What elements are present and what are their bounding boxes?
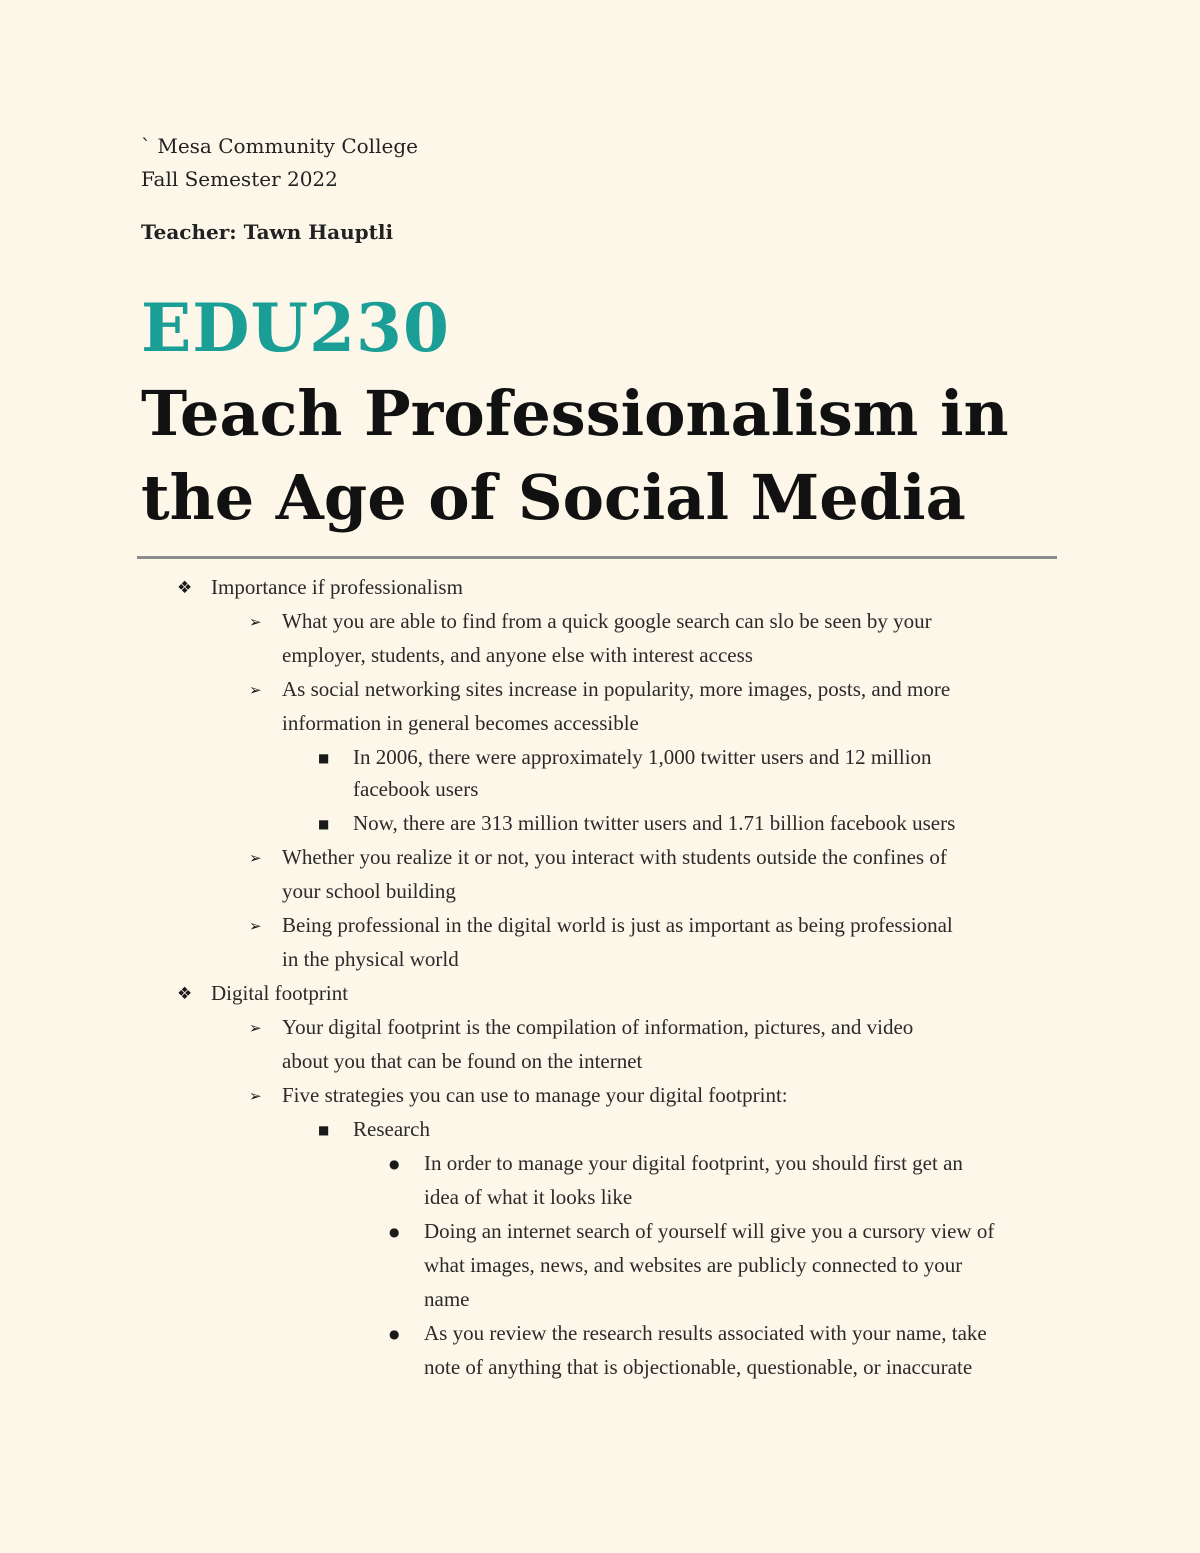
dot-bullet-icon: ●	[389, 1157, 400, 1171]
square-bullet-icon: ■	[318, 751, 330, 765]
list-item-continued: about you that can be found on the internet	[282, 1049, 643, 1073]
arrow-bullet-icon: ➢	[249, 681, 262, 699]
list-item: Being professional in the digital world is just as important as being professional	[282, 913, 953, 937]
list-item: In order to manage your digital footprint, you should first get an	[424, 1151, 963, 1175]
list-item: Your digital footprint is the compilation of information, pictures, and video	[282, 1015, 914, 1039]
list-item: Importance if professionalism	[211, 575, 463, 599]
square-bullet-icon: ■	[318, 817, 330, 831]
square-bullet-icon: ■	[318, 1123, 330, 1137]
divider	[137, 556, 1057, 559]
list-item-continued: idea of what it looks like	[424, 1185, 633, 1209]
list-item-continued: what images, news, and websites are publicly connected to your	[424, 1253, 963, 1277]
dot-bullet-icon: ●	[389, 1327, 400, 1341]
list-item: What you are able to find from a quick google search can slo be seen by your	[282, 609, 932, 633]
list-item: As social networking sites increase in popularity, more images, posts, and more	[282, 677, 951, 701]
list-item: Research	[353, 1117, 430, 1141]
college-name: ` Mesa Community College	[141, 134, 418, 158]
list-item-continued: note of anything that is objectionable, questionable, or inaccurate	[424, 1355, 973, 1379]
arrow-bullet-icon: ➢	[249, 849, 262, 867]
list-item-continued: information in general becomes accessible	[282, 711, 639, 735]
teacher-name: Teacher: Tawn Hauptli	[141, 220, 394, 244]
list-item: In 2006, there were approximately 1,000 twitter users and 12 million	[353, 745, 932, 769]
arrow-bullet-icon: ➢	[249, 1087, 262, 1105]
arrow-bullet-icon: ➢	[249, 613, 262, 631]
list-item-continued: employer, students, and anyone else with interest access	[282, 643, 753, 667]
list-item: Whether you realize it or not, you interact with students outside the confines of	[282, 845, 947, 869]
semester: Fall Semester 2022	[141, 167, 338, 191]
list-item-continued: your school building	[282, 879, 456, 903]
list-item: Doing an internet search of yourself will give you a cursory view of	[424, 1219, 995, 1243]
dot-bullet-icon: ●	[389, 1225, 400, 1239]
list-item: Digital footprint	[211, 981, 349, 1005]
list-item-continued: name	[424, 1287, 470, 1311]
list-item: Five strategies you can use to manage your digital footprint:	[282, 1083, 788, 1107]
arrow-bullet-icon: ➢	[249, 917, 262, 935]
list-item-continued: facebook users	[353, 777, 479, 801]
diamond-bullet-icon: ❖	[177, 984, 193, 1004]
arrow-bullet-icon: ➢	[249, 1019, 262, 1037]
document-title: Teach Professionalism in the Age of Social Media	[141, 377, 1009, 534]
list-item: Now, there are 313 million twitter users and 1.71 billion facebook users	[353, 811, 956, 835]
list-item-continued: in the physical world	[282, 947, 459, 971]
list-item: As you review the research results associated with your name, take	[424, 1321, 987, 1345]
course-code: EDU230	[141, 289, 450, 367]
diamond-bullet-icon: ❖	[177, 578, 193, 598]
